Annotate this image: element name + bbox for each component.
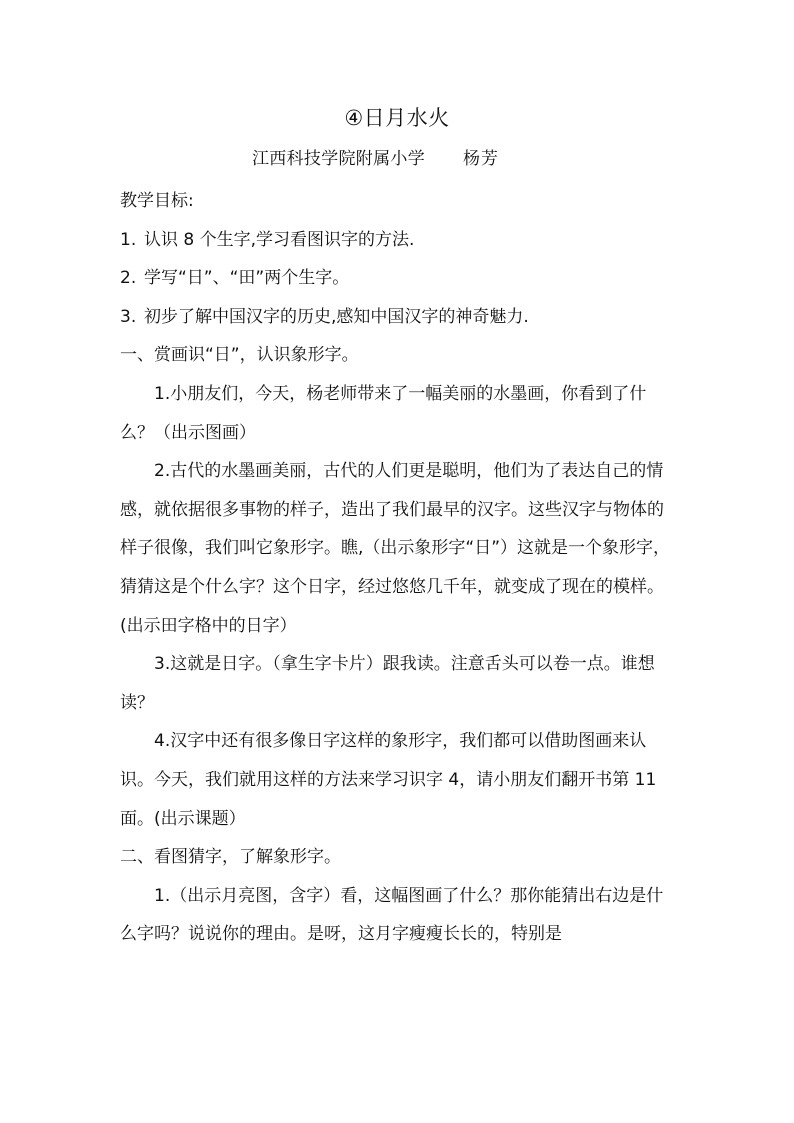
- section-1-heading: 一、赏画识“日”，认识象形字。: [120, 345, 359, 366]
- objective-item-3: [120, 298, 680, 337]
- objectives-heading: 教学目标:: [120, 191, 194, 211]
- objective-text: 认识 8 个生字,学习看图识字的方法.: [144, 229, 415, 250]
- paragraph: 2.古代的水墨画美丽，古代的人们更是聪明，他们为了表达自己的情感，就依据很多事物的样子，造出了我们最早的汉字。这些汉字与物体的样子很像，我们叫它象形字。瞧,（出示象形字“日”）这就是一个象形字，猜猜这是个什么字？这个日字，经过悠悠几千年，就变成了现在的模样。(出示田字格中的日字）: [120, 461, 671, 636]
- section-2-heading: 二、看图猜字，了解象形字。: [120, 847, 341, 868]
- document-body: [120, 182, 680, 954]
- objective-item-2: [120, 259, 680, 298]
- objective-text: 初步了解中国汉字的历史,感知中国汉字的神奇魅力.: [144, 306, 529, 327]
- objective-number: 2.: [120, 268, 137, 289]
- objective-text: 学写“日”、“田”两个生字。: [144, 268, 350, 289]
- byline: [252, 147, 499, 171]
- author-name: 杨芳: [463, 149, 499, 169]
- objective-number: 1.: [120, 229, 137, 250]
- objective-number: 3.: [120, 306, 137, 327]
- school-name: 江西科技学院附属小学: [252, 149, 425, 169]
- objective-item-1: [120, 221, 680, 260]
- paragraph: 3.这就是日字。（拿生字卡片）跟我读。注意舌头可以卷一点。谁想读？: [120, 654, 655, 713]
- lesson-title: ④日月水火: [344, 106, 450, 130]
- paragraph: 1.（出示月亮图，含字）看，这幅图画了什么？那你能猜出右边是什么字吗？说说你的理由。是呀，这月字瘦瘦长长的，特别是: [120, 885, 664, 945]
- paragraph: 4.汉字中还有很多像日字这样的象形字，我们都可以借助图画来认识。今天，我们就用这样的方法来学习识字 4，请小朋友们翻开书第 11 面。(出示课题）: [120, 731, 657, 829]
- paragraph: 1.小朋友们，今天，杨老师带来了一幅美丽的水墨画，你看到了什么？（出示图画）: [120, 383, 647, 443]
